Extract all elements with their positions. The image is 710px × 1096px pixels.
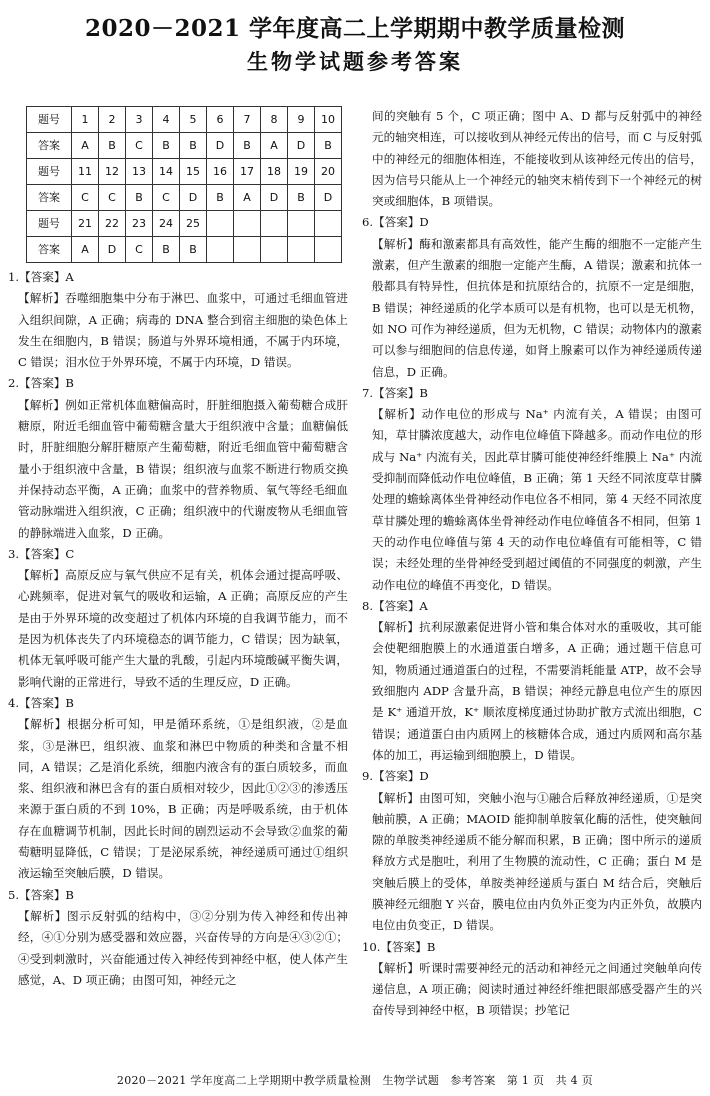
answer-table-cell: A xyxy=(72,133,99,159)
analysis-text: 【解析】由图可知，突触小泡与①融合后释放神经递质，①是突触前膜，A 正确；MAOID 能抑制单胺氧化酶的活性，使突触间隙的单胺类神经递质不能分解而积累，B 正确；图中所示的递质释放方式是胞吐，利用了生物膜的流动性，C 正确；蛋白 M 是突触后膜上的受体，单胺类神经递质与蛋白 M 结合后，突触后膜神经元细胞 Y 兴奋，膜电位由内负外正变为内正外负，故膜内电位由负变正，D 错误。 xyxy=(372,790,702,933)
answer-line: 9.【答案】D xyxy=(362,769,429,784)
answer-line: 8.【答案】A xyxy=(362,598,428,613)
answer-table-row-label: 题号 xyxy=(27,107,72,133)
answer-table-cell: 19 xyxy=(288,159,315,185)
answer-table-cell xyxy=(288,237,315,263)
answer-table-cell: B xyxy=(153,133,180,159)
answer-table-cell: B xyxy=(153,237,180,263)
answer-line: 1.【答案】A xyxy=(8,270,74,284)
answer-table-cell: 16 xyxy=(207,159,234,185)
answer-table-row-label: 题号 xyxy=(27,159,72,185)
answer-table-cell: B xyxy=(126,185,153,211)
answer-table-cell: 13 xyxy=(126,159,153,185)
answer-table-cell: A xyxy=(261,133,288,159)
answer-table-cell: 11 xyxy=(72,159,99,185)
answer-table-cell xyxy=(315,237,342,263)
answer-line: 10.【答案】B xyxy=(362,939,436,954)
analysis-text: 【解析】动作电位的形成与 Na⁺ 内流有关，A 错误；由图可知，草甘膦浓度越大，动作电位峰值下降越多。而动作电位的形成与 Na⁺ 内流有关，因此草甘膦可能使神经纤维膜上 Na⁺ 内流受抑制而降低动作电位峰值，B 正确；第 1 天经不同浓度草甘膦处理的蟾蜍离体坐骨神经动作电位各不相同，第 4 天经不同浓度草甘膦处理的蟾蜍离体坐骨神经动作电位峰值各不相同，但第 1 天的动作电位峰值与第 4 天的动作电位峰值有可能相等，C 错误；未经处理的坐骨神经受到超过阈值的不同强度的刺激，产生动作电位的峰值不再变化，D 错误。 xyxy=(372,407,702,592)
answer-table-cell: C xyxy=(126,237,153,263)
answer-item xyxy=(362,937,702,1022)
analysis-text: 【解析】抗利尿激素促进肾小管和集合体对水的重吸收，其可能会使靶细胞膜上的水通道蛋白增多，A 正确；通过题干信息可知，物质通过通道蛋白的过程，不需要消耗能量 ATP，故不会导致细胞内 ADP 含量升高，B 错误；神经元静息电位产生的原因是 K⁺ 通道开放，K⁺ 顺浓度梯度通过协助扩散方式流出细胞，C 错误；通道蛋白由内质网上的核糖体合成，通过内质网和高尔基体的加工，再运输到细胞膜上，D 错误。 xyxy=(372,620,702,762)
answer-line: 4.【答案】B xyxy=(8,695,74,710)
answer-table-cell: 10 xyxy=(315,107,342,133)
answer-table-cell: A xyxy=(234,185,261,211)
answer-table-cell: 12 xyxy=(99,159,126,185)
analysis-text: 【解析】图示反射弧的结构中，③②分别为传入神经和传出神经，④①分别为感受器和效应器，兴奋传导的方向是④③②①；④受到刺激时，兴奋能通过传入神经传到神经中枢，使人体产生感觉，A、D 项正确；由图可知，神经元之 xyxy=(18,908,348,987)
answer-table-cell: B xyxy=(315,133,342,159)
answer-table-cell: 23 xyxy=(126,211,153,237)
answer-item xyxy=(8,544,348,693)
answer-table-cell: B xyxy=(99,133,126,159)
answer-table-cell: 9 xyxy=(288,107,315,133)
answer-table-cell: C xyxy=(126,133,153,159)
answer-table-cell: 17 xyxy=(234,159,261,185)
answer-table-cell: 20 xyxy=(315,159,342,185)
answer-table-row-label: 答案 xyxy=(27,133,72,159)
page-subtitle: 生物学试题参考答案 xyxy=(247,49,463,74)
answer-table-cell: B xyxy=(234,133,261,159)
analysis-text: 【解析】酶和激素都具有高效性，能产生酶的细胞不一定能产生激素，但产生激素的细胞一定能产生酶，A 错误；激素和抗体一般都具有特异性，但抗体是和抗原结合的，抗原不一定是细胞，B 错误；神经递质的化学本质可以是有机物，也可以是无机物，如 NO 可作为神经递质，但为无机物，C 错误；动物体内的激素可以参与细胞间的信息传递，如肾上腺素可以作为神经递质传递信息，D 正确。 xyxy=(372,236,702,379)
answer-table-cell: C xyxy=(153,185,180,211)
answer-table-cell: 7 xyxy=(234,107,261,133)
answer-table-cell: 21 xyxy=(72,211,99,237)
answer-line: 2.【答案】B xyxy=(8,376,74,391)
right-column xyxy=(362,106,702,1022)
answer-table-row xyxy=(27,237,342,263)
answer-table-row-label: 答案 xyxy=(27,237,72,263)
answer-item xyxy=(362,106,702,212)
analysis-text: 【解析】吞噬细胞集中分布于淋巴、血浆中，可通过毛细血管进入组织间隙，A 正确；病毒的 DNA 整合到宿主细胞的染色体上发生在细胞内，B 错误；肠道与外界环境相通，不属于内环境，C 错误；泪水位于外界环境，不属于内环境，D 错误。 xyxy=(18,291,348,370)
analysis-text: 间的突触有 5 个，C 项正确；图中 A、D 都与反射弧中的神经元的轴突相连，可以接收到从神经元传出的信号，而 C 与反射弧中的神经元的细胞体相连，不能接收到从该神经元传出的信号，因为信号只能从上一个神经元的轴突末梢传到下一个神经元的树突或细胞体，B 项错误。 xyxy=(372,109,702,209)
left-answers xyxy=(8,267,348,991)
answer-table-cell: 25 xyxy=(180,211,207,237)
answer-table-cell: 8 xyxy=(261,107,288,133)
left-column xyxy=(8,106,348,991)
answer-table-cell: B xyxy=(207,185,234,211)
answer-table-row xyxy=(27,211,342,237)
answer-item xyxy=(362,383,702,596)
answer-table-cell: 22 xyxy=(99,211,126,237)
answer-table-cell xyxy=(261,237,288,263)
analysis-text: 【解析】根据分析可知，甲是循环系统，①是组织液，②是血浆，③是淋巴，组织液、血浆和淋巴中物质的种类和含量不相同，A 错误；乙是消化系统，细胞内液含有的蛋白质较多，而血浆、组织液和淋巴含有的蛋白质相对较少，因此①②③的渗透压来源于蛋白质的不到 10%，B 正确；丙是呼吸系统，由于机体存在血糖调节机制，因此长时间的剧烈运动不会导致②血浆的葡萄糖明显降低，C 错误；丁是泌尿系统，神经递质可通过①组织液运输至突触后膜，D 错误。 xyxy=(18,717,348,881)
answer-table-cell: 5 xyxy=(180,107,207,133)
answer-table-row-label: 题号 xyxy=(27,211,72,237)
answer-table-cell xyxy=(234,211,261,237)
answer-table-cell: B xyxy=(180,133,207,159)
answer-table-row-label: 答案 xyxy=(27,185,72,211)
answer-table-cell: B xyxy=(288,185,315,211)
answer-table-cell: D xyxy=(99,237,126,263)
answer-table-cell xyxy=(315,211,342,237)
answer-item xyxy=(362,212,702,382)
answer-line: 3.【答案】C xyxy=(8,546,75,561)
answer-table-cell xyxy=(207,237,234,263)
answer-table-row xyxy=(27,185,342,211)
answer-table-cell: C xyxy=(99,185,126,211)
answer-table-cell: 4 xyxy=(153,107,180,133)
answer-table xyxy=(26,106,342,263)
answer-table-cell: D xyxy=(315,185,342,211)
answer-table-cell xyxy=(261,211,288,237)
answer-table-cell xyxy=(234,237,261,263)
answer-line: 5.【答案】B xyxy=(8,887,74,902)
answer-table-cell: 3 xyxy=(126,107,153,133)
analysis-text: 【解析】例如正常机体血糖偏高时，肝脏细胞摄入葡萄糖合成肝糖原，附近毛细血管中葡萄糖含量大于组织液中含量；血糖偏低时，肝脏细胞分解肝糖原产生葡萄糖，附近毛细血管中葡萄糖含量小于组织液中含量，B 错误；组织液与血浆不断进行物质交换并保持动态平衡，A 正确；血浆中的营养物质、氧气等经毛细血管动脉端进入组织液，C 正确；组织液中的代谢废物从毛细血管的静脉端进入血浆，D 正确。 xyxy=(18,397,348,540)
answer-table-cell: 18 xyxy=(261,159,288,185)
answer-item xyxy=(8,373,348,543)
answer-item xyxy=(8,885,348,991)
answer-table-cell: D xyxy=(180,185,207,211)
answer-item xyxy=(362,596,702,766)
answer-table-cell: D xyxy=(261,185,288,211)
answer-table-row xyxy=(27,107,342,133)
answer-table-cell: B xyxy=(180,237,207,263)
answer-line: 7.【答案】B xyxy=(362,385,428,400)
answer-table-cell: 1 xyxy=(72,107,99,133)
answer-table-cell: D xyxy=(288,133,315,159)
answer-table-cell xyxy=(207,211,234,237)
answer-table-cell: 6 xyxy=(207,107,234,133)
page-footer: 2020－2021 学年度高二上学期期中教学质量检测 生物学试题 参考答案 第 1 页 共 4 页 xyxy=(116,1074,594,1087)
right-answers xyxy=(362,106,702,1022)
answer-item xyxy=(8,267,348,373)
page-title: 2020－2021 学年度高二上学期期中教学质量检测 xyxy=(84,15,626,42)
answer-table-cell: D xyxy=(207,133,234,159)
answer-table-cell: 2 xyxy=(99,107,126,133)
answer-table-cell: A xyxy=(72,237,99,263)
answer-line: 6.【答案】D xyxy=(362,215,429,230)
analysis-text: 【解析】高原反应与氧气供应不足有关，机体会通过提高呼吸、心跳频率，促进对氧气的吸收和运输，A 正确；高原反应的产生是由于外界环境的改变超过了机体内环境的自我调节能力，而不是因为机体丧失了内环境稳态的调节能力，C 错误；因为缺氧，机体无氧呼吸可能产生大量的乳酸，引起内环境酸碱平衡失调，影响代谢的正常进行，导致不适的生理反应，D 正确。 xyxy=(18,568,348,689)
answer-item xyxy=(362,766,702,936)
analysis-text: 【解析】听课时需要神经元的活动和神经元之间通过突触单向传递信息，A 项正确；阅读时通过神经纤维把眼部感受器产生的兴奋传导到神经中枢，B 项错误；抄笔记 xyxy=(372,960,702,1018)
answer-table-cell: 14 xyxy=(153,159,180,185)
answer-table-row xyxy=(27,159,342,185)
answer-table-cell xyxy=(288,211,315,237)
answer-table-cell: 24 xyxy=(153,211,180,237)
answer-table-cell: 15 xyxy=(180,159,207,185)
answer-item xyxy=(8,693,348,885)
answer-table-row xyxy=(27,133,342,159)
answer-table-cell: C xyxy=(72,185,99,211)
